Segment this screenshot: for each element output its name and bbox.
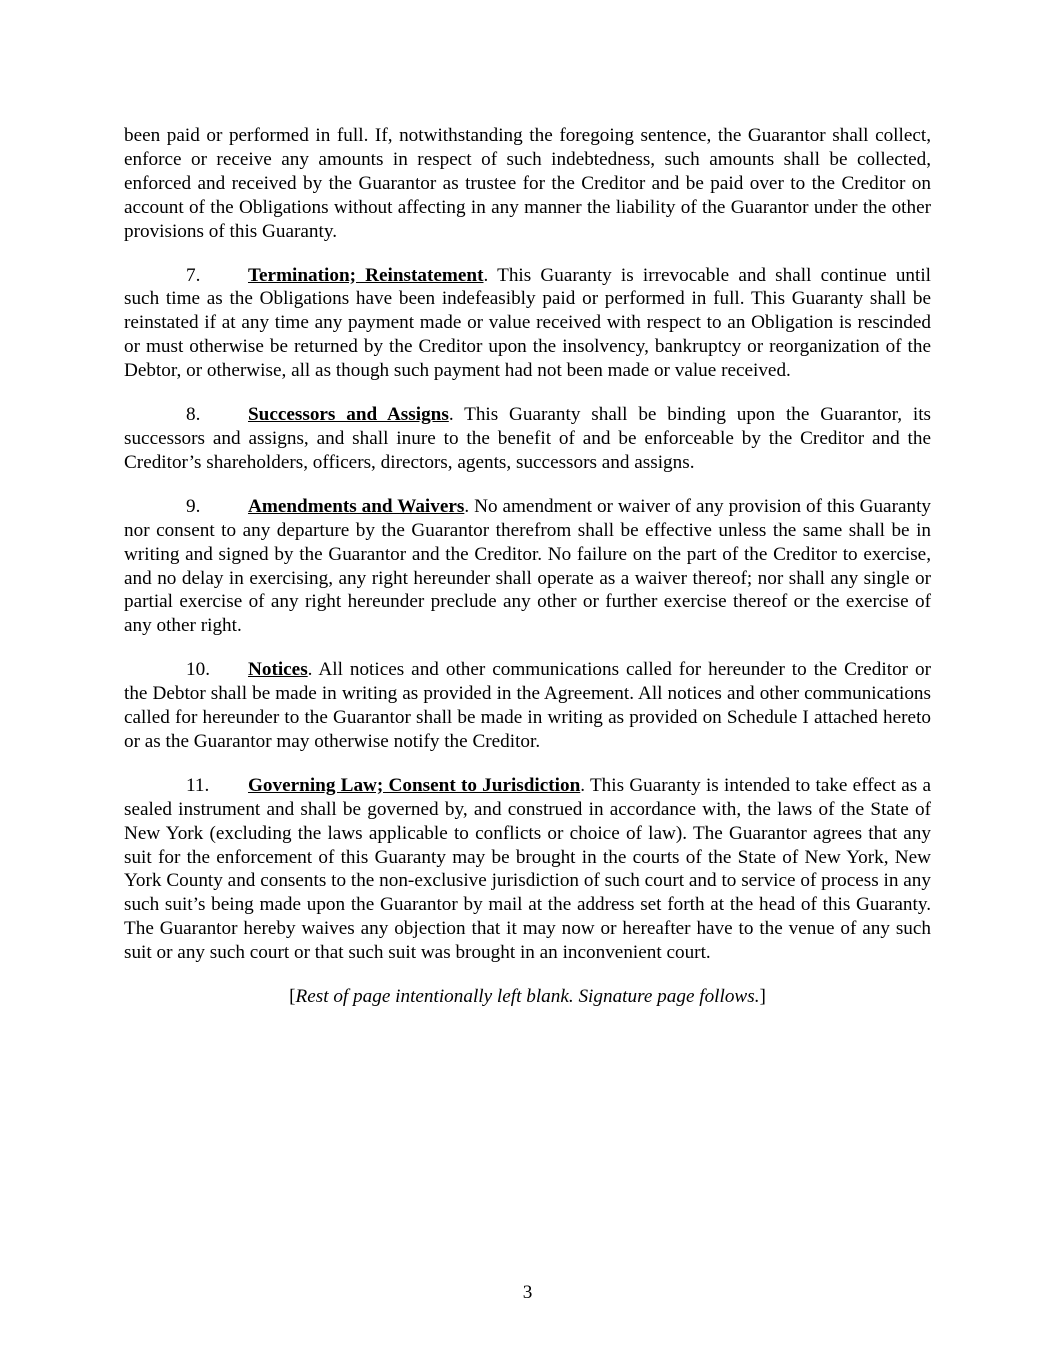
section-10-heading: Notices bbox=[248, 659, 308, 681]
section-7-text: . This Guaranty is irrevocable and shall continue until such time as the Obligations have been indefeasibly paid or performed in full. This Guaranty shall be reinstated if at any time any payment made or value received with respect to an Obligation is rescinded or must otherwise be returned by the Creditor upon the insolvency, bankruptcy or reorganization of the Debtor, or otherwise, all as though such payment had not been made or value received. bbox=[124, 264, 931, 382]
section-11-text: . This Guaranty is intended to take effect as a sealed instrument and shall be governed by, and construed in accordance with, the laws of the State of New York (excluding the laws applicable to conflicts or choice of law). The Guarantor agrees that any suit for the enforcement of this Guaranty may be brought in the courts of the State of New York, New York County and consents to the non-exclusive jurisdiction of such court and to service of process in any such suit’s being made upon the Guarantor by mail at the address set forth at the head of this Guaranty. The Guarantor hereby waives any objection that it may now or hereafter have to the venue of any such suit or any such court or that such suit was brought in an inconvenient court. bbox=[124, 774, 931, 964]
section-11-paragraph bbox=[124, 774, 931, 965]
page-number: 3 bbox=[522, 1282, 533, 1303]
section-10-number: 10. bbox=[186, 659, 210, 681]
section-9-paragraph bbox=[124, 495, 931, 638]
section-8-number: 8. bbox=[186, 404, 201, 426]
continuation-text: been paid or performed in full. If, notwithstanding the foregoing sentence, the Guarantor shall collect, enforce or receive any amounts in respect of such indebtedness, such amounts shall be collected, enforced and received by the Guarantor as trustee for the Creditor and be paid over to the Creditor on account of the Obligations without affecting in any manner the liability of the Guarantor under the other provisions of this Guaranty. bbox=[124, 125, 931, 242]
continuation-paragraph bbox=[124, 124, 931, 244]
document-page bbox=[124, 124, 931, 1029]
section-11-number: 11. bbox=[186, 774, 210, 796]
section-7-heading: Termination; Reinstatement bbox=[248, 264, 484, 286]
closing-close-bracket: ] bbox=[759, 986, 766, 1008]
section-7-number: 7. bbox=[186, 264, 201, 286]
closing-open-bracket: [ bbox=[289, 986, 296, 1008]
closing-text: Rest of page intentionally left blank. Signature page follows. bbox=[295, 986, 760, 1008]
section-8-heading: Successors and Assigns bbox=[248, 404, 449, 426]
section-9-number: 9. bbox=[186, 495, 201, 517]
section-8-paragraph bbox=[124, 403, 931, 475]
section-9-heading: Amendments and Waivers bbox=[248, 495, 465, 517]
section-8-text: . This Guaranty shall be binding upon the Guarantor, its successors and assigns, and shall inure to the benefit of and be enforceable by the Creditor and the Creditor’s shareholders, officers, directors, agents, successors and assigns. bbox=[124, 404, 932, 473]
section-9-text: . No amendment or waiver of any provision of this Guaranty nor consent to any departure by the Guarantor therefrom shall be effective unless the same shall be in writing and signed by the Guarantor and the Creditor. No failure on the part of the Creditor to exercise, and no delay in exercising, any right hereunder shall operate as a waiver thereof; nor shall any single or partial exercise of any right hereunder preclude any other or further exercise thereof or the exercise of any other right. bbox=[124, 495, 932, 637]
section-11-heading: Governing Law; Consent to Jurisdiction bbox=[248, 774, 581, 796]
section-10-text: . All notices and other communications called for hereunder to the Creditor or the Debtor shall be made in writing as provided in the Agreement. All notices and other communications called for hereunder to the Guarantor shall be made in writing as provided on Schedule I attached hereto or as the Guarantor may otherwise notify the Creditor. bbox=[124, 659, 931, 752]
section-7-paragraph bbox=[124, 264, 931, 384]
section-10-paragraph bbox=[124, 658, 931, 754]
closing-note bbox=[124, 985, 931, 1009]
